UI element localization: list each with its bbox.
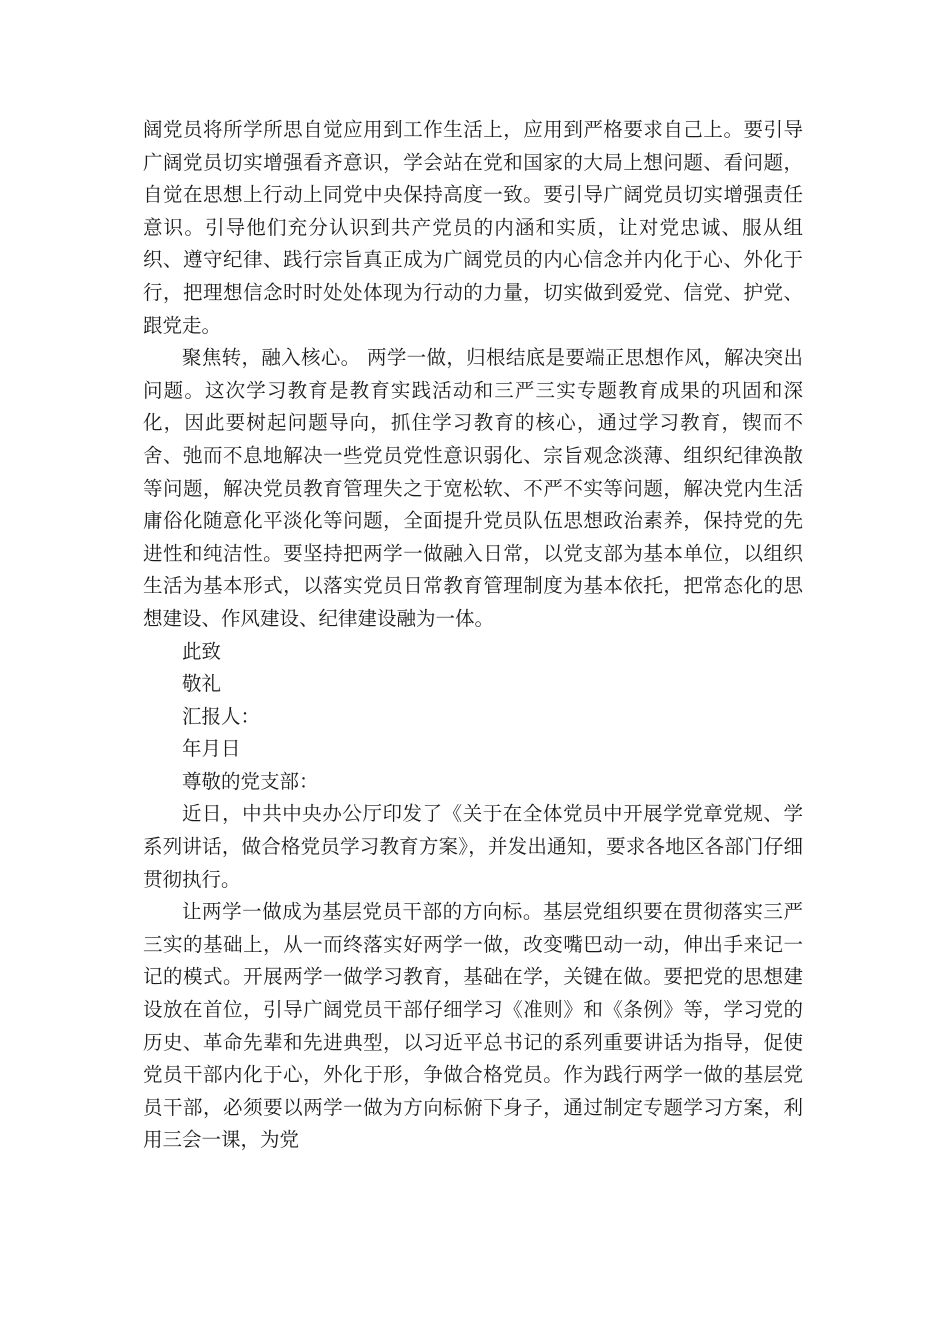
paragraph-notice: 近日，中共中央办公厅印发了《关于在全体党员中开展学党章党规、学系列讲话，做合格党员学习教育方案》，并发出通知，要求各地区各部门仔细贯彻执行。 — [143, 802, 803, 891]
date-label: 年月日 — [182, 737, 241, 761]
paragraph-focus-core: 聚焦转，融入核心。 两学一做，归根结底是要端正思想作风，解决突出问题。这次学习教育是教育实践活动和三严三实专题教育成果的巩固和深化，因此要树起问题导向，抓住学习教育的核心，通过学习教育，锲而不舍、弛而不息地解决一些党员党性意识弱化、宗旨观念淡薄、组织纪律涣散等问题，解决党员教育管理失之于宽松软、不严不实等问题，解决党内生活庸俗化随意化平淡化等问题，全面提升党员队伍思想政治素养，保持党的先进性和纯洁性。要坚持把两学一做融入日常，以党支部为基本单位，以组织生活为基本形式，以落实党员日常教育管理制度为基本依托，把常态化的思想建设、作风建设、纪律建设融为一体。 — [143, 346, 803, 630]
closing-regards: 敬礼 — [182, 672, 222, 696]
greeting: 尊敬的党支部： — [182, 769, 319, 793]
document-body — [143, 114, 803, 1157]
closing-salutation: 此致 — [182, 639, 222, 663]
paragraph-continued: 阔党员将所学所思自觉应用到工作生活上，应用到严格要求自己上。要引导广阔党员切实增强看齐意识，学会站在党和国家的大局上想问题、看问题，自觉在思想上行动上同党中央保持高度一致。要引导广阔党员切实增强责任意识。引导他们充分认识到共产党员的内涵和实质，让对党忠诚、服从组织、遵守纪律、践行宗旨真正成为广阔党员的内心信念并内化于心、外化于行，把理想信念时时处处体现为行动的力量，切实做到爱党、信党、护党、跟党走。 — [143, 118, 803, 337]
reporter-label: 汇报人： — [182, 704, 261, 728]
paragraph-direction-marker: 让两学一做成为基层党员干部的方向标。基层党组织要在贯彻落实三严三实的基础上，从一而终落实好两学一做，改变嘴巴动一动，伸出手来记一记的模式。开展两学一做学习教育，基础在学，关键在做。要把党的思想建设放在首位，引导广阔党员干部仔细学习《准则》和《条例》等，学习党的历史、革命先辈和先进典型，以习近平总书记的系列重要讲话为指导，促使党员干部内化于心，外化于形，争做合格党员。作为践行两学一做的基层党员干部，必须要以两学一做为方向标俯下身子，通过制定专题学习方案，利用三会一课，为党 — [143, 900, 803, 1152]
